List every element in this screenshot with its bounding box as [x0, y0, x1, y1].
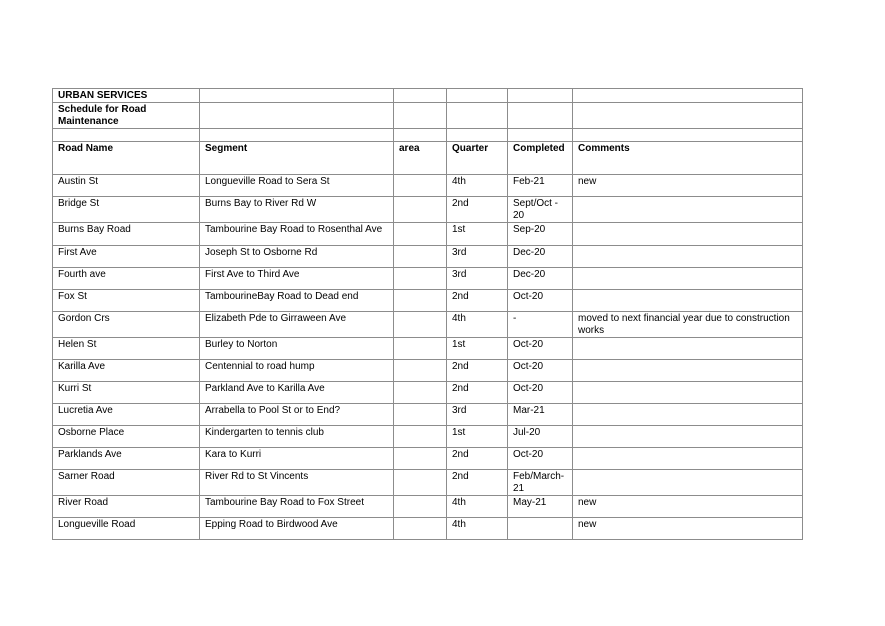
cell-segment: Burley to Norton [200, 338, 394, 360]
cell-quarter: 2nd [447, 470, 508, 496]
cell-road-name: Austin St [53, 175, 200, 197]
cell-segment: Longueville Road to Sera St [200, 175, 394, 197]
cell-comments [573, 223, 803, 246]
cell-area [394, 470, 447, 496]
cell-completed [508, 518, 573, 540]
cell-road-name: Lucretia Ave [53, 404, 200, 426]
cell-area [394, 290, 447, 312]
cell-area [394, 518, 447, 540]
empty-cell [447, 89, 508, 103]
cell-quarter: 4th [447, 175, 508, 197]
cell-segment: Arrabella to Pool St or to End? [200, 404, 394, 426]
cell-comments [573, 197, 803, 223]
cell-road-name: Gordon Crs [53, 312, 200, 338]
table-row [53, 175, 803, 197]
document-subtitle: Schedule for Road Maintenance [53, 103, 200, 129]
empty-cell [508, 103, 573, 129]
cell-segment: Kara to Kurri [200, 448, 394, 470]
cell-quarter: 2nd [447, 360, 508, 382]
empty-cell [447, 103, 508, 129]
cell-comments [573, 382, 803, 404]
empty-cell [394, 89, 447, 103]
cell-segment: Tambourine Bay Road to Rosenthal Ave [200, 223, 394, 246]
cell-area [394, 312, 447, 338]
cell-comments: moved to next financial year due to construction works [573, 312, 803, 338]
table-row [53, 448, 803, 470]
cell-segment: Joseph St to Osborne Rd [200, 246, 394, 268]
document-title: URBAN SERVICES [53, 89, 200, 103]
cell-quarter: 2nd [447, 290, 508, 312]
cell-completed: Oct-20 [508, 338, 573, 360]
cell-completed: Oct-20 [508, 290, 573, 312]
cell-segment: Tambourine Bay Road to Fox Street [200, 496, 394, 518]
cell-completed: Sept/Oct - 20 [508, 197, 573, 223]
empty-cell [508, 129, 573, 142]
cell-comments [573, 448, 803, 470]
cell-area [394, 246, 447, 268]
title-row [53, 89, 803, 103]
cell-comments [573, 290, 803, 312]
cell-quarter: 1st [447, 223, 508, 246]
header-comments: Comments [573, 142, 803, 175]
header-area: area [394, 142, 447, 175]
cell-completed: Sep-20 [508, 223, 573, 246]
blank-row [53, 129, 803, 142]
cell-area [394, 197, 447, 223]
table-row [53, 470, 803, 496]
cell-segment: Kindergarten to tennis club [200, 426, 394, 448]
cell-segment: Burns Bay to River Rd W [200, 197, 394, 223]
cell-completed: - [508, 312, 573, 338]
cell-quarter: 2nd [447, 197, 508, 223]
cell-road-name: Osborne Place [53, 426, 200, 448]
cell-completed: Dec-20 [508, 268, 573, 290]
cell-quarter: 1st [447, 338, 508, 360]
table-row [53, 382, 803, 404]
empty-cell [200, 103, 394, 129]
cell-area [394, 496, 447, 518]
table-row [53, 312, 803, 338]
cell-area [394, 448, 447, 470]
cell-area [394, 426, 447, 448]
subtitle-row [53, 103, 803, 129]
cell-area [394, 338, 447, 360]
cell-segment: First Ave to Third Ave [200, 268, 394, 290]
document-page [52, 88, 803, 540]
empty-cell [573, 103, 803, 129]
empty-cell [447, 129, 508, 142]
cell-segment: Parkland Ave to Karilla Ave [200, 382, 394, 404]
table-row [53, 197, 803, 223]
cell-comments: new [573, 175, 803, 197]
cell-comments [573, 360, 803, 382]
table-row [53, 496, 803, 518]
cell-road-name: Bridge St [53, 197, 200, 223]
cell-area [394, 175, 447, 197]
cell-quarter: 2nd [447, 448, 508, 470]
cell-road-name: Helen St [53, 338, 200, 360]
cell-area [394, 223, 447, 246]
cell-comments [573, 338, 803, 360]
cell-comments [573, 246, 803, 268]
cell-area [394, 382, 447, 404]
table-row [53, 223, 803, 246]
cell-segment: Elizabeth Pde to Girraween Ave [200, 312, 394, 338]
header-quarter: Quarter [447, 142, 508, 175]
cell-completed: Feb-21 [508, 175, 573, 197]
cell-road-name: Parklands Ave [53, 448, 200, 470]
cell-road-name: Sarner Road [53, 470, 200, 496]
cell-road-name: River Road [53, 496, 200, 518]
empty-cell [200, 129, 394, 142]
empty-cell [573, 89, 803, 103]
cell-road-name: Burns Bay Road [53, 223, 200, 246]
cell-area [394, 404, 447, 426]
cell-area [394, 360, 447, 382]
cell-completed: May-21 [508, 496, 573, 518]
cell-completed: Jul-20 [508, 426, 573, 448]
cell-segment: Epping Road to Birdwood Ave [200, 518, 394, 540]
empty-cell [573, 129, 803, 142]
cell-quarter: 3rd [447, 404, 508, 426]
cell-road-name: Kurri St [53, 382, 200, 404]
empty-cell [53, 129, 200, 142]
header-segment: Segment [200, 142, 394, 175]
cell-quarter: 4th [447, 496, 508, 518]
cell-segment: TambourineBay Road to Dead end [200, 290, 394, 312]
cell-comments: new [573, 518, 803, 540]
cell-comments: new [573, 496, 803, 518]
cell-completed: Oct-20 [508, 448, 573, 470]
cell-comments [573, 404, 803, 426]
cell-completed: Feb/March-21 [508, 470, 573, 496]
empty-cell [508, 89, 573, 103]
cell-comments [573, 268, 803, 290]
header-row [53, 142, 803, 175]
table-row [53, 518, 803, 540]
empty-cell [394, 103, 447, 129]
header-road-name: Road Name [53, 142, 200, 175]
cell-completed: Oct-20 [508, 360, 573, 382]
empty-cell [394, 129, 447, 142]
table-row [53, 360, 803, 382]
cell-area [394, 268, 447, 290]
table-row [53, 290, 803, 312]
table-row [53, 268, 803, 290]
cell-road-name: Longueville Road [53, 518, 200, 540]
cell-quarter: 2nd [447, 382, 508, 404]
cell-road-name: Fox St [53, 290, 200, 312]
cell-quarter: 4th [447, 518, 508, 540]
header-completed: Completed [508, 142, 573, 175]
cell-road-name: Karilla Ave [53, 360, 200, 382]
cell-comments [573, 470, 803, 496]
empty-cell [200, 89, 394, 103]
table-row [53, 246, 803, 268]
cell-segment: River Rd to St Vincents [200, 470, 394, 496]
table-row [53, 426, 803, 448]
cell-segment: Centennial to road hump [200, 360, 394, 382]
cell-road-name: First Ave [53, 246, 200, 268]
cell-completed: Dec-20 [508, 246, 573, 268]
cell-comments [573, 426, 803, 448]
cell-quarter: 4th [447, 312, 508, 338]
table-row [53, 338, 803, 360]
cell-quarter: 3rd [447, 268, 508, 290]
cell-completed: Oct-20 [508, 382, 573, 404]
cell-completed: Mar-21 [508, 404, 573, 426]
cell-quarter: 1st [447, 426, 508, 448]
road-maintenance-table [52, 88, 803, 540]
cell-road-name: Fourth ave [53, 268, 200, 290]
table-row [53, 404, 803, 426]
cell-quarter: 3rd [447, 246, 508, 268]
